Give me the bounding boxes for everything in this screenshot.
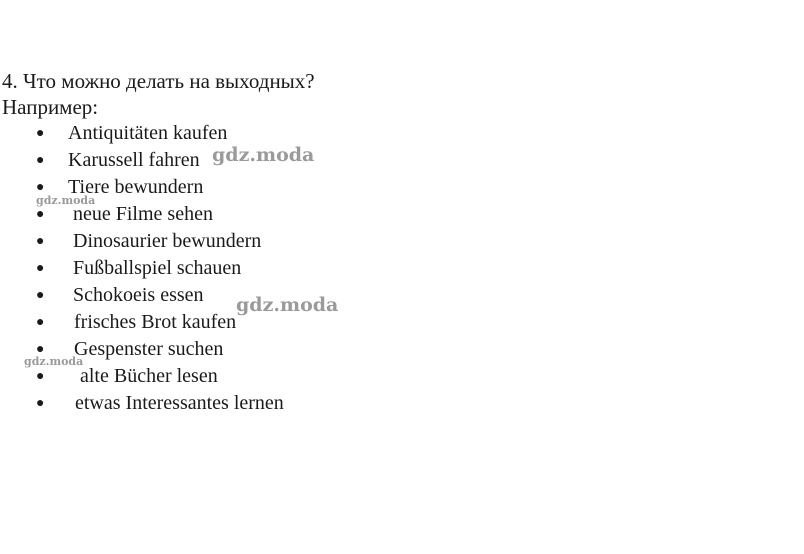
list-item-text: alte Bücher lesen [80,365,218,387]
bullet-icon: ● [36,288,45,303]
list-item-text: Fußballspiel schauen [73,257,242,279]
list-item-text: Gespenster suchen [74,338,224,360]
bullet-icon: ● [36,315,45,330]
watermark-logo: gdz.moda [212,144,315,166]
question-heading: 4. Что можно делать на выходных? [2,69,315,93]
bullet-icon: ● [36,180,45,195]
bullet-icon: ● [36,261,45,276]
bullet-icon: ● [36,369,45,384]
list-item-text: frisches Brot kaufen [74,311,237,333]
intro-label: Например: [2,95,99,119]
bullet-icon: ● [36,207,45,222]
bullet-icon: ● [36,234,45,249]
list-item-text: Schokoeis essen [73,284,204,306]
bullet-icon: ● [36,396,45,411]
bullet-icon: ● [36,153,45,168]
list-item-text: etwas Interessantes lernen [75,392,284,414]
watermark-logo: gdz.moda [36,194,96,207]
list-item-text: Karussell fahren [68,149,200,171]
watermark-logo: gdz.moda [236,294,339,316]
watermark-logo: gdz.moda [24,355,84,368]
bullet-icon: ● [36,126,45,141]
list-item-text: Antiquitäten kaufen [68,122,228,144]
list-item-text: Dinosaurier bewundern [73,230,262,252]
bullet-icon: ● [36,342,45,357]
list-item-text: neue Filme sehen [73,203,213,225]
list-item-text: Tiere bewundern [68,176,204,198]
